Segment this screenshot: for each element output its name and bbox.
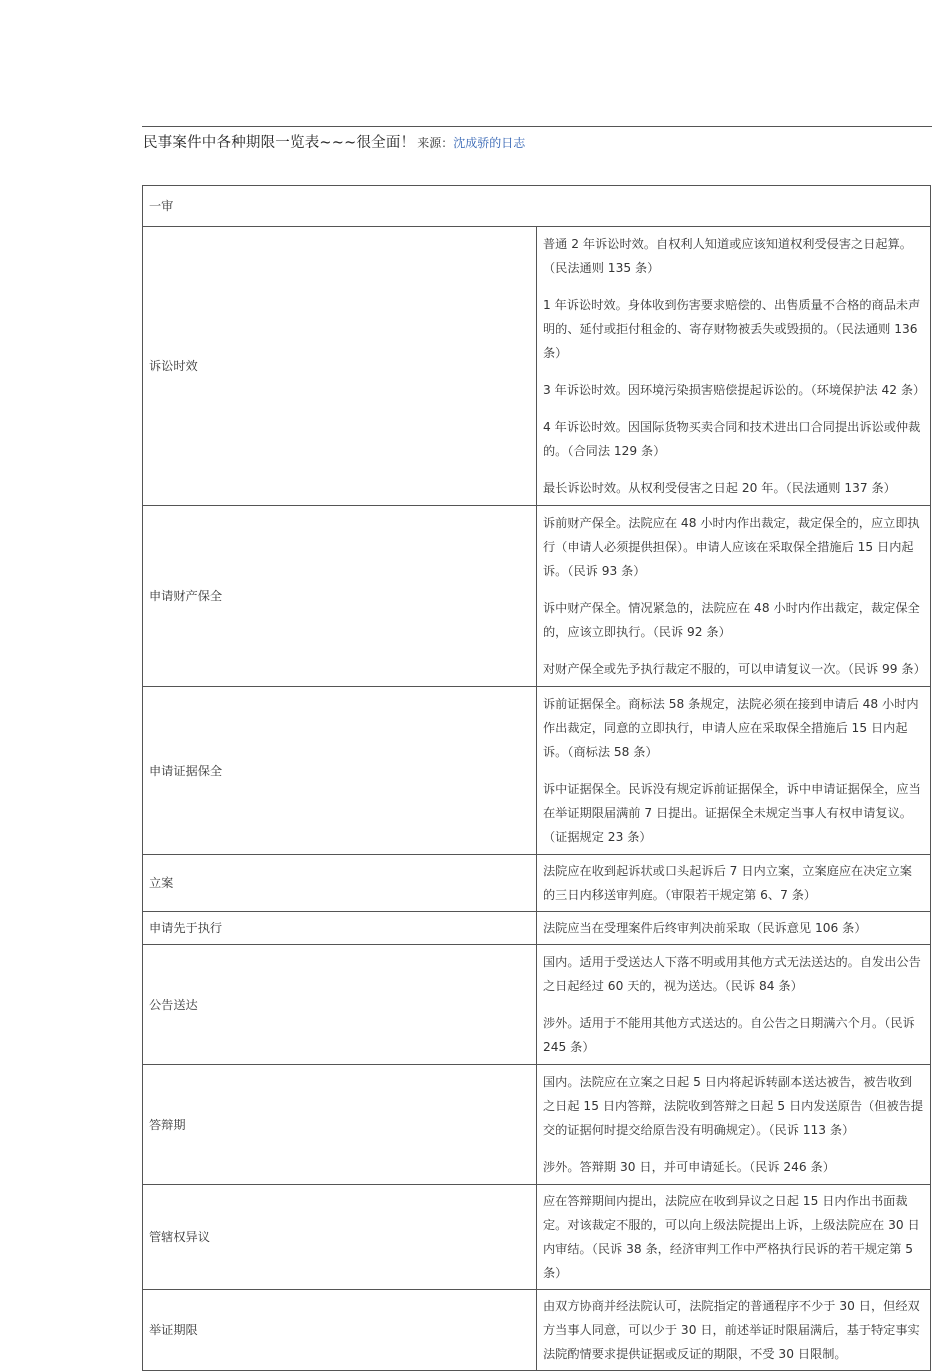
row-detail [537,1290,931,1371]
detail-paragraph: 涉外。适用于不能用其他方式送达的。自公告之日期满六个月。（民诉 245 条） [543,1016,915,1054]
table-header-row [143,186,931,227]
row-detail [537,506,931,687]
row-label: 诉讼时效 [143,227,537,506]
document-title-line [143,131,932,153]
row-label: 举证期限 [143,1290,537,1371]
table-row [143,1185,931,1290]
page-title: 民事案件中各种期限一览表~~~很全面！ [143,135,416,151]
table-row [143,912,931,945]
detail-paragraph: 国内。法院应在立案之日起 5 日内将起诉转副本送达被告，被告收到之日起 15 日内答辩，法院收到答辩之日起 5 日内发送原告（但被告提交的证据何时提交给原告没有明确规定）。（民诉 113 条） [543,1075,924,1137]
detail-paragraph: 最长诉讼时效。从权利受侵害之日起 20 年。（民法通则 137 条） [543,481,896,495]
table-row [143,506,931,687]
row-detail [537,687,931,855]
table-row [143,1290,931,1371]
detail-paragraph: 由双方协商并经法院认可，法院指定的普通程序不少于 30 日，但经双方当事人同意，可以少于 30 日，前述举证时限届满后，基于特定事实法院酌情要求提供证据或反证的期限，不受 30 日限制。 [543,1299,920,1361]
row-label: 申请证据保全 [143,687,537,855]
row-label: 申请财产保全 [143,506,537,687]
detail-paragraph: 1 年诉讼时效。身体收到伤害要求赔偿的、出售质量不合格的商品未声明的、延付或拒付租金的、寄存财物被丢失或毁损的。（民法通则 136 条） [543,298,921,360]
row-label: 公告送达 [143,945,537,1065]
detail-paragraph: 涉外。答辩期 30 日，并可申请延长。（民诉 246 条） [543,1160,835,1174]
detail-paragraph: 4 年诉讼时效。因国际货物买卖合同和技术进出口合同提出诉讼或仲裁的。（合同法 129 条） [543,420,921,458]
detail-paragraph: 3 年诉讼时效。因环境污染损害赔偿提起诉讼的。（环境保护法 42 条） [543,383,926,397]
row-detail [537,945,931,1065]
detail-paragraph: 应在答辩期间内提出，法院应在收到异议之日起 15 日内作出书面裁定。对该裁定不服的，可以向上级法院提出上诉，上级法院应在 30 日内审结。（民诉 38 条，经济审判工作中严格执行民诉的若干规定第 5 条） [543,1194,920,1280]
top-divider [142,126,932,127]
row-detail [537,227,931,506]
detail-paragraph: 诉中财产保全。情况紧急的，法院应在 48 小时内作出裁定，裁定保全的，应该立即执行。（民诉 92 条） [543,601,920,639]
table-row [143,945,931,1065]
detail-paragraph: 诉前财产保全。法院应在 48 小时内作出裁定，裁定保全的，应立即执行（申请人必须提供担保）。申请人应该在采取保全措施后 15 日内起诉。（民诉 93 条） [543,516,920,578]
row-detail [537,1065,931,1185]
table-header-cell: 一审 [143,186,931,227]
row-label: 立案 [143,855,537,912]
row-label: 答辩期 [143,1065,537,1185]
table-row [143,1065,931,1185]
table-row [143,227,931,506]
detail-paragraph: 诉前证据保全。商标法 58 条规定，法院必须在接到申请后 48 小时内作出裁定，同意的立即执行，申请人应在采取保全措施后 15 日内起诉。（商标法 58 条） [543,697,919,759]
detail-paragraph: 对财产保全或先予执行裁定不服的，可以申请复议一次。（民诉 99 条） [543,662,926,676]
detail-paragraph: 诉中证据保全。民诉没有规定诉前证据保全，诉中申请证据保全，应当在举证期限届满前 7 日提出。证据保全未规定当事人有权申请复议。（证据规定 23 条） [543,782,921,844]
source-label: 来源： [417,136,454,150]
row-detail [537,855,931,912]
row-detail [537,912,931,945]
table-row [143,687,931,855]
detail-paragraph: 普通 2 年诉讼时效。自权利人知道或应该知道权利受侵害之日起算。（民法通则 135 条） [543,237,912,275]
row-label: 管辖权异议 [143,1185,537,1290]
source-link[interactable]: 沈成骄的日志 [453,136,526,150]
row-detail [537,1185,931,1290]
detail-paragraph: 国内。适用于受送达人下落不明或用其他方式无法送达的。自发出公告之日起经过 60 天的，视为送达。（民诉 84 条） [543,955,921,993]
table-row [143,855,931,912]
time-limits-table [142,185,931,1371]
detail-paragraph: 法院应在收到起诉状或口头起诉后 7 日内立案，立案庭应在决定立案的三日内移送审判庭。（审限若干规定第 6、7 条） [543,864,912,902]
detail-paragraph: 法院应当在受理案件后终审判决前采取（民诉意见 106 条） [543,921,867,935]
row-label: 申请先于执行 [143,912,537,945]
